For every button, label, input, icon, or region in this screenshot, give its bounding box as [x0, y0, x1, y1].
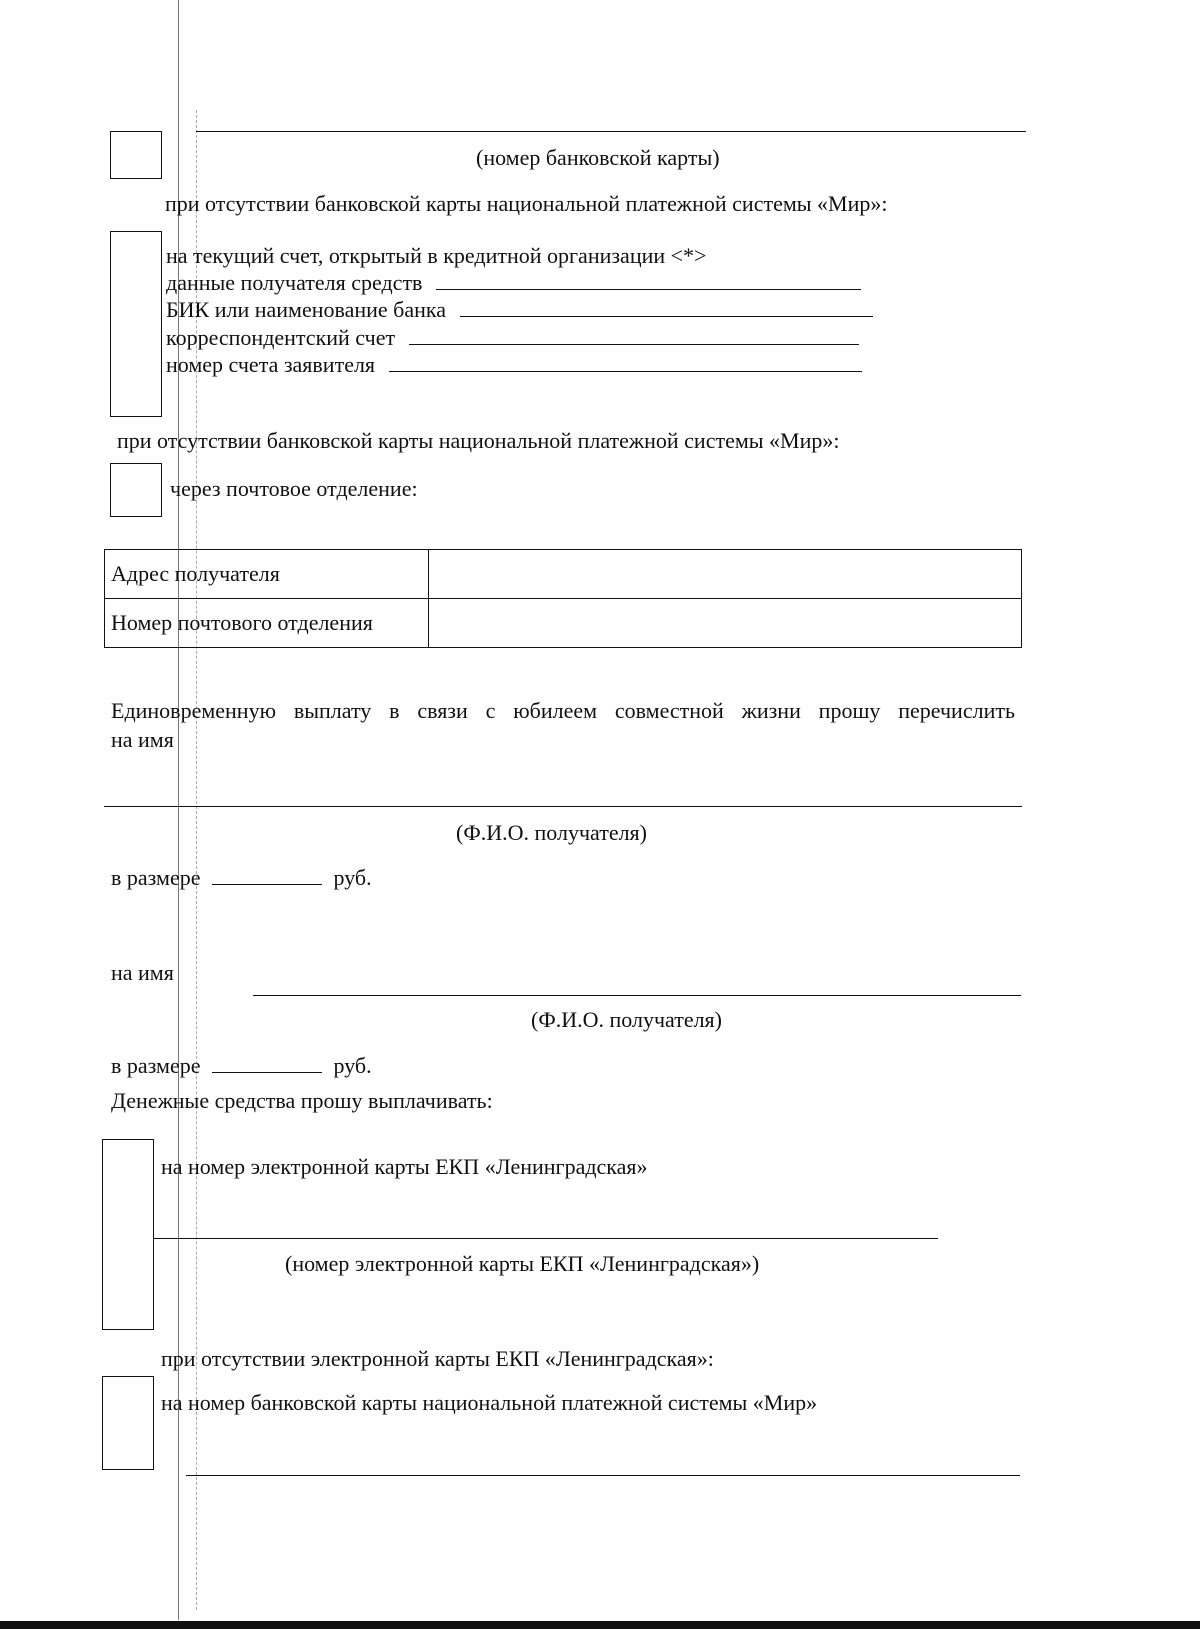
post-office-option-label: через почтовое отделение: — [170, 476, 418, 501]
amount2-input-line[interactable] — [212, 1056, 322, 1073]
ekp-card-number-line[interactable] — [154, 1238, 938, 1239]
mir-card-option-label: на номер банковской карты национальной платежной системы «Мир» — [161, 1390, 818, 1415]
scan-bottom-edge — [0, 1621, 1200, 1629]
bank-bik-field — [166, 299, 873, 321]
corr-account-field — [166, 327, 859, 349]
bank-bik-input-line[interactable] — [460, 300, 873, 317]
post-office-number-label: Номер почтового отделения — [105, 599, 429, 648]
bank-bik-label: БИК или наименование банка — [166, 297, 447, 322]
recipient2-label: на имя — [111, 960, 174, 985]
bank-card-checkbox[interactable] — [110, 131, 162, 179]
table-row — [105, 599, 1022, 648]
current-account-option-label: на текущий счет, открытый в кредитной организации <*> — [166, 243, 707, 268]
amount1-field — [111, 867, 372, 889]
recipient1-caption: (Ф.И.О. получателя) — [456, 820, 648, 845]
recipient-data-field — [166, 272, 861, 294]
post-office-checkbox[interactable] — [110, 463, 162, 517]
amount1-input-line[interactable] — [212, 868, 322, 885]
mir-card-checkbox[interactable] — [102, 1376, 154, 1470]
corr-account-input-line[interactable] — [409, 328, 859, 345]
recipient-data-input-line[interactable] — [436, 273, 861, 290]
recipient2-caption: (Ф.И.О. получателя) — [531, 1007, 723, 1032]
amount1-suffix: руб. — [333, 865, 372, 890]
amount2-prefix: в размере — [111, 1053, 201, 1078]
bank-card-caption: (номер банковской карты) — [476, 145, 720, 170]
amount2-field — [111, 1055, 372, 1077]
bank-card-number-line — [196, 131, 1026, 132]
recipient-data-label: данные получателя средств — [166, 270, 423, 295]
recipient-address-value[interactable] — [429, 550, 1022, 599]
payment-method-heading: Денежные средства прошу выплачивать: — [111, 1088, 493, 1113]
table-row — [105, 550, 1022, 599]
post-office-table — [104, 549, 1022, 648]
no-card-condition-2: при отсутствии банковской карты национальной платежной системы «Мир»: — [117, 428, 840, 453]
current-account-checkbox[interactable] — [110, 231, 162, 417]
payment-request-line1: Единовременную выплату в связи с юбилеем совместной жизни прошу перечислить — [111, 698, 1015, 723]
corr-account-label: корреспондентский счет — [166, 325, 396, 350]
ekp-card-caption: (номер электронной карты ЕКП «Ленинградская») — [285, 1251, 760, 1276]
applicant-account-input-line[interactable] — [389, 355, 862, 372]
amount1-prefix: в размере — [111, 865, 201, 890]
ekp-card-option-label: на номер электронной карты ЕКП «Ленинградская» — [161, 1154, 648, 1179]
mir-card-number-line[interactable] — [186, 1475, 1020, 1476]
no-card-condition-1: при отсутствии банковской карты национальной платежной системы «Мир»: — [165, 191, 888, 216]
recipient2-name-line[interactable] — [253, 995, 1021, 996]
recipient1-name-line[interactable] — [104, 806, 1022, 807]
payment-request-line2: на имя — [111, 727, 174, 752]
recipient-address-label: Адрес получателя — [105, 550, 429, 599]
applicant-account-field — [166, 354, 862, 376]
no-ekp-condition: при отсутствии электронной карты ЕКП «Ленинградская»: — [161, 1346, 714, 1371]
post-office-number-value[interactable] — [429, 599, 1022, 648]
applicant-account-label: номер счета заявителя — [166, 352, 376, 377]
amount2-suffix: руб. — [333, 1053, 372, 1078]
ekp-card-checkbox[interactable] — [102, 1139, 154, 1330]
